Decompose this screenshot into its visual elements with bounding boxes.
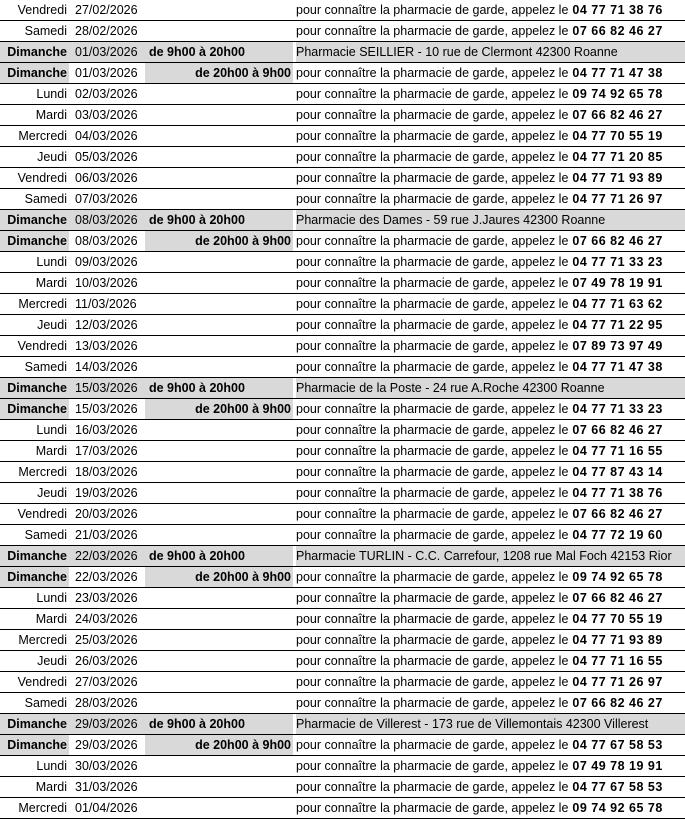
day-cell: Lundi: [36, 591, 67, 605]
day-cell: Dimanche: [0, 399, 69, 419]
day-cell: Jeudi: [37, 318, 67, 332]
call-instruction: pour connaître la pharmacie de garde, appelez le: [296, 402, 569, 416]
call-instruction: pour connaître la pharmacie de garde, appelez le: [296, 633, 569, 647]
day-cell: Samedi: [24, 24, 67, 38]
phone-number: 04 77 72 19 60: [572, 528, 663, 542]
hours-cell: [145, 0, 293, 20]
schedule-row: [0, 693, 685, 714]
pharmacy-address: Pharmacie de Villerest - 173 rue de Villemontais 42300 Villerest: [296, 717, 649, 731]
info-cell: [296, 756, 685, 776]
schedule-row: [0, 84, 685, 105]
info-cell: [296, 336, 685, 356]
schedule-row: [0, 0, 685, 21]
phone-number: 04 77 71 38 76: [572, 3, 663, 17]
call-instruction: pour connaître la pharmacie de garde, appelez le: [296, 24, 569, 38]
day-cell: Samedi: [24, 528, 67, 542]
day-cell: Samedi: [24, 192, 67, 206]
phone-number: 09 74 92 65 78: [572, 801, 663, 815]
info-cell: [296, 189, 685, 209]
schedule-row: [0, 189, 685, 210]
date-cell: 01/03/2026: [69, 42, 145, 62]
hours-cell: [145, 693, 293, 713]
schedule-row: [0, 105, 685, 126]
schedule-row: [0, 630, 685, 651]
call-instruction: pour connaître la pharmacie de garde, appelez le: [296, 759, 569, 773]
pharmacy-address: Pharmacie de la Poste - 24 rue A.Roche 42300 Roanne: [296, 381, 605, 395]
hours-cell: de 20h00 à 9h00: [145, 567, 293, 587]
schedule-row: [0, 798, 685, 819]
info-cell: [296, 294, 685, 314]
call-instruction: pour connaître la pharmacie de garde, appelez le: [296, 465, 569, 479]
phone-number: 07 66 82 46 27: [572, 234, 663, 248]
schedule-row: [0, 483, 685, 504]
info-cell: [296, 630, 685, 650]
schedule-row: [0, 672, 685, 693]
day-cell: Vendredi: [17, 3, 67, 17]
phone-number: 04 77 71 47 38: [572, 66, 663, 80]
date-cell: 05/03/2026: [75, 150, 138, 164]
schedule-row-sunday-night: [0, 735, 685, 756]
info-cell: [296, 525, 685, 545]
schedule-row: [0, 609, 685, 630]
hours-cell: [145, 609, 293, 629]
info-cell: [296, 42, 685, 62]
phone-number: 07 66 82 46 27: [572, 108, 663, 122]
phone-number: 04 77 71 26 97: [572, 675, 663, 689]
date-cell: 15/03/2026: [69, 378, 145, 398]
call-instruction: pour connaître la pharmacie de garde, appelez le: [296, 360, 569, 374]
schedule-row-sunday-day: [0, 714, 685, 735]
pharmacy-address: Pharmacie SEILLIER - 10 rue de Clermont 42300 Roanne: [296, 45, 618, 59]
hours-cell: de 9h00 à 20h00: [145, 42, 293, 62]
schedule-row: [0, 441, 685, 462]
date-cell: 03/03/2026: [75, 108, 138, 122]
call-instruction: pour connaître la pharmacie de garde, appelez le: [296, 276, 569, 290]
day-cell: Dimanche: [0, 714, 69, 734]
call-instruction: pour connaître la pharmacie de garde, appelez le: [296, 486, 569, 500]
schedule-row-sunday-day: [0, 42, 685, 63]
phone-number: 04 77 87 43 14: [572, 465, 663, 479]
hours-cell: [145, 315, 293, 335]
phone-number: 04 77 70 55 19: [572, 129, 663, 143]
date-cell: 26/03/2026: [75, 654, 138, 668]
day-cell: Mardi: [35, 276, 67, 290]
hours-cell: [145, 483, 293, 503]
pharmacy-address: Pharmacie TURLIN - C.C. Carrefour, 1208 rue Mal Foch 42153 Rior: [296, 549, 672, 563]
date-cell: 19/03/2026: [75, 486, 138, 500]
info-cell: [296, 735, 685, 755]
date-cell: 11/03/2026: [75, 297, 137, 311]
day-cell: Dimanche: [0, 546, 69, 566]
schedule-row: [0, 315, 685, 336]
date-cell: 07/03/2026: [75, 192, 138, 206]
hours-cell: [145, 420, 293, 440]
date-cell: 02/03/2026: [75, 87, 138, 101]
day-cell: Vendredi: [17, 675, 67, 689]
info-cell: [296, 357, 685, 377]
day-cell: Mercredi: [18, 633, 67, 647]
info-cell: [296, 378, 685, 398]
schedule-row-sunday-night: [0, 399, 685, 420]
schedule-row: [0, 294, 685, 315]
call-instruction: pour connaître la pharmacie de garde, appelez le: [296, 738, 569, 752]
info-cell: [296, 399, 685, 419]
info-cell: [296, 777, 685, 797]
hours-cell: de 20h00 à 9h00: [145, 399, 293, 419]
phone-number: 04 77 71 93 89: [572, 633, 663, 647]
call-instruction: pour connaître la pharmacie de garde, appelez le: [296, 339, 569, 353]
day-cell: Lundi: [36, 87, 67, 101]
phone-number: 07 66 82 46 27: [572, 423, 663, 437]
phone-number: 04 77 71 38 76: [572, 486, 663, 500]
schedule-row: [0, 588, 685, 609]
day-cell: Lundi: [36, 759, 67, 773]
date-cell: 25/03/2026: [75, 633, 138, 647]
info-cell: [296, 462, 685, 482]
schedule-row: [0, 168, 685, 189]
date-cell: 20/03/2026: [75, 507, 138, 521]
day-cell: Mercredi: [18, 129, 67, 143]
info-cell: [296, 420, 685, 440]
call-instruction: pour connaître la pharmacie de garde, appelez le: [296, 150, 569, 164]
schedule-row: [0, 273, 685, 294]
schedule-row: [0, 525, 685, 546]
schedule-row: [0, 756, 685, 777]
info-cell: [296, 147, 685, 167]
info-cell: [296, 714, 685, 734]
phone-number: 04 77 70 55 19: [572, 612, 663, 626]
call-instruction: pour connaître la pharmacie de garde, appelez le: [296, 66, 569, 80]
day-cell: Dimanche: [0, 231, 69, 251]
schedule-row: [0, 462, 685, 483]
call-instruction: pour connaître la pharmacie de garde, appelez le: [296, 780, 569, 794]
date-cell: 10/03/2026: [75, 276, 138, 290]
call-instruction: pour connaître la pharmacie de garde, appelez le: [296, 801, 569, 815]
phone-number: 07 66 82 46 27: [572, 591, 663, 605]
date-cell: 04/03/2026: [75, 129, 138, 143]
phone-number: 04 77 71 47 38: [572, 360, 663, 374]
day-cell: Vendredi: [17, 171, 67, 185]
call-instruction: pour connaître la pharmacie de garde, appelez le: [296, 591, 569, 605]
schedule-row-sunday-day: [0, 378, 685, 399]
info-cell: [296, 210, 685, 230]
schedule-row: [0, 21, 685, 42]
date-cell: 14/03/2026: [75, 360, 138, 374]
schedule-row-sunday-day: [0, 210, 685, 231]
hours-cell: de 20h00 à 9h00: [145, 63, 293, 83]
info-cell: [296, 168, 685, 188]
schedule-row: [0, 357, 685, 378]
schedule-row: [0, 777, 685, 798]
date-cell: 12/03/2026: [75, 318, 138, 332]
hours-cell: [145, 21, 293, 41]
info-cell: [296, 441, 685, 461]
date-cell: 27/02/2026: [75, 3, 138, 17]
date-cell: 28/02/2026: [75, 24, 138, 38]
info-cell: [296, 0, 685, 20]
phone-number: 04 77 71 93 89: [572, 171, 663, 185]
call-instruction: pour connaître la pharmacie de garde, appelez le: [296, 696, 569, 710]
info-cell: [296, 273, 685, 293]
date-cell: 29/03/2026: [75, 738, 138, 752]
call-instruction: pour connaître la pharmacie de garde, appelez le: [296, 507, 569, 521]
hours-cell: [145, 252, 293, 272]
hours-cell: de 9h00 à 20h00: [145, 546, 293, 566]
phone-number: 04 77 71 26 97: [572, 192, 663, 206]
date-cell: 28/03/2026: [75, 696, 138, 710]
date-cell: 21/03/2026: [75, 528, 138, 542]
schedule-row: [0, 420, 685, 441]
schedule-row-sunday-night: [0, 63, 685, 84]
date-cell: 22/03/2026: [75, 570, 138, 584]
date-cell: 15/03/2026: [75, 402, 138, 416]
hours-cell: de 20h00 à 9h00: [145, 735, 293, 755]
hours-cell: [145, 777, 293, 797]
hours-cell: [145, 294, 293, 314]
day-cell: Mercredi: [18, 801, 67, 815]
hours-cell: [145, 189, 293, 209]
hours-cell: [145, 147, 293, 167]
hours-cell: [145, 756, 293, 776]
info-cell: [296, 504, 685, 524]
schedule-row: [0, 651, 685, 672]
call-instruction: pour connaître la pharmacie de garde, appelez le: [296, 528, 569, 542]
info-cell: [296, 483, 685, 503]
date-cell: 08/03/2026: [69, 210, 145, 230]
date-cell: 13/03/2026: [75, 339, 138, 353]
hours-cell: [145, 126, 293, 146]
day-cell: Dimanche: [0, 210, 69, 230]
phone-number: 04 77 71 33 23: [572, 402, 663, 416]
call-instruction: pour connaître la pharmacie de garde, appelez le: [296, 423, 569, 437]
date-cell: 24/03/2026: [75, 612, 138, 626]
day-cell: Jeudi: [37, 486, 67, 500]
call-instruction: pour connaître la pharmacie de garde, appelez le: [296, 234, 569, 248]
hours-cell: [145, 336, 293, 356]
date-cell: 16/03/2026: [75, 423, 138, 437]
hours-cell: [145, 798, 293, 818]
schedule-row-sunday-night: [0, 567, 685, 588]
call-instruction: pour connaître la pharmacie de garde, appelez le: [296, 675, 569, 689]
info-cell: [296, 588, 685, 608]
phone-number: 09 74 92 65 78: [572, 87, 663, 101]
call-instruction: pour connaître la pharmacie de garde, appelez le: [296, 171, 569, 185]
day-cell: Lundi: [36, 255, 67, 269]
hours-cell: [145, 462, 293, 482]
phone-number: 04 77 71 16 55: [572, 654, 663, 668]
date-cell: 01/03/2026: [75, 66, 138, 80]
phone-number: 09 74 92 65 78: [572, 570, 663, 584]
day-cell: Dimanche: [0, 63, 69, 83]
hours-cell: [145, 84, 293, 104]
day-cell: Dimanche: [0, 735, 69, 755]
hours-cell: [145, 168, 293, 188]
day-cell: Mardi: [35, 612, 67, 626]
info-cell: [296, 567, 685, 587]
hours-cell: [145, 672, 293, 692]
phone-number: 07 49 78 19 91: [572, 759, 663, 773]
phone-number: 04 77 67 58 53: [572, 780, 663, 794]
hours-cell: [145, 630, 293, 650]
hours-cell: [145, 441, 293, 461]
date-cell: 01/04/2026: [75, 801, 138, 815]
info-cell: [296, 252, 685, 272]
hours-cell: de 9h00 à 20h00: [145, 210, 293, 230]
day-cell: Jeudi: [37, 654, 67, 668]
info-cell: [296, 126, 685, 146]
info-cell: [296, 315, 685, 335]
phone-number: 07 89 73 97 49: [572, 339, 663, 353]
info-cell: [296, 693, 685, 713]
phone-number: 07 49 78 19 91: [572, 276, 663, 290]
call-instruction: pour connaître la pharmacie de garde, appelez le: [296, 444, 569, 458]
day-cell: Samedi: [24, 360, 67, 374]
hours-cell: de 20h00 à 9h00: [145, 231, 293, 251]
info-cell: [296, 672, 685, 692]
schedule-row: [0, 504, 685, 525]
day-cell: Vendredi: [17, 507, 67, 521]
phone-number: 04 77 71 33 23: [572, 255, 663, 269]
date-cell: 08/03/2026: [75, 234, 138, 248]
info-cell: [296, 231, 685, 251]
day-cell: Mardi: [35, 780, 67, 794]
day-cell: Lundi: [36, 423, 67, 437]
pharmacy-address: Pharmacie des Dames - 59 rue J.Jaures 42300 Roanne: [296, 213, 606, 227]
day-cell: Dimanche: [0, 567, 69, 587]
hours-cell: de 9h00 à 20h00: [145, 378, 293, 398]
info-cell: [296, 798, 685, 818]
date-cell: 22/03/2026: [69, 546, 145, 566]
hours-cell: [145, 504, 293, 524]
phone-number: 04 77 71 63 62: [572, 297, 663, 311]
info-cell: [296, 546, 685, 566]
schedule-row: [0, 336, 685, 357]
schedule-row-sunday-day: [0, 546, 685, 567]
call-instruction: pour connaître la pharmacie de garde, appelez le: [296, 108, 569, 122]
day-cell: Mercredi: [18, 297, 67, 311]
call-instruction: pour connaître la pharmacie de garde, appelez le: [296, 654, 569, 668]
call-instruction: pour connaître la pharmacie de garde, appelez le: [296, 612, 569, 626]
call-instruction: pour connaître la pharmacie de garde, appelez le: [296, 192, 569, 206]
date-cell: 18/03/2026: [75, 465, 138, 479]
schedule-row-sunday-night: [0, 231, 685, 252]
call-instruction: pour connaître la pharmacie de garde, appelez le: [296, 129, 569, 143]
info-cell: [296, 105, 685, 125]
day-cell: Mercredi: [18, 465, 67, 479]
date-cell: 27/03/2026: [75, 675, 138, 689]
call-instruction: pour connaître la pharmacie de garde, appelez le: [296, 87, 569, 101]
phone-number: 04 77 67 58 53: [572, 738, 663, 752]
day-cell: Dimanche: [0, 42, 69, 62]
day-cell: Dimanche: [0, 378, 69, 398]
day-cell: Samedi: [24, 696, 67, 710]
date-cell: 17/03/2026: [75, 444, 138, 458]
hours-cell: [145, 651, 293, 671]
date-cell: 09/03/2026: [75, 255, 138, 269]
info-cell: [296, 84, 685, 104]
hours-cell: [145, 357, 293, 377]
schedule-row: [0, 147, 685, 168]
phone-number: 07 66 82 46 27: [572, 24, 663, 38]
day-cell: Vendredi: [17, 339, 67, 353]
call-instruction: pour connaître la pharmacie de garde, appelez le: [296, 297, 569, 311]
hours-cell: [145, 105, 293, 125]
info-cell: [296, 651, 685, 671]
day-cell: Jeudi: [37, 150, 67, 164]
hours-cell: [145, 525, 293, 545]
date-cell: 31/03/2026: [75, 780, 138, 794]
phone-number: 04 77 71 20 85: [572, 150, 663, 164]
phone-number: 04 77 71 22 95: [572, 318, 663, 332]
hours-cell: de 9h00 à 20h00: [145, 714, 293, 734]
date-cell: 23/03/2026: [75, 591, 138, 605]
phone-number: 04 77 71 16 55: [572, 444, 663, 458]
date-cell: 06/03/2026: [75, 171, 138, 185]
info-cell: [296, 21, 685, 41]
info-cell: [296, 609, 685, 629]
schedule-row: [0, 252, 685, 273]
day-cell: Mardi: [35, 108, 67, 122]
info-cell: [296, 63, 685, 83]
schedule-row: [0, 126, 685, 147]
call-instruction: pour connaître la pharmacie de garde, appelez le: [296, 570, 569, 584]
date-cell: 29/03/2026: [69, 714, 145, 734]
day-cell: Mardi: [35, 444, 67, 458]
call-instruction: pour connaître la pharmacie de garde, appelez le: [296, 255, 569, 269]
hours-cell: [145, 588, 293, 608]
call-instruction: pour connaître la pharmacie de garde, appelez le: [296, 3, 569, 17]
phone-number: 07 66 82 46 27: [572, 696, 663, 710]
call-instruction: pour connaître la pharmacie de garde, appelez le: [296, 318, 569, 332]
hours-cell: [145, 273, 293, 293]
phone-number: 07 66 82 46 27: [572, 507, 663, 521]
date-cell: 30/03/2026: [75, 759, 138, 773]
